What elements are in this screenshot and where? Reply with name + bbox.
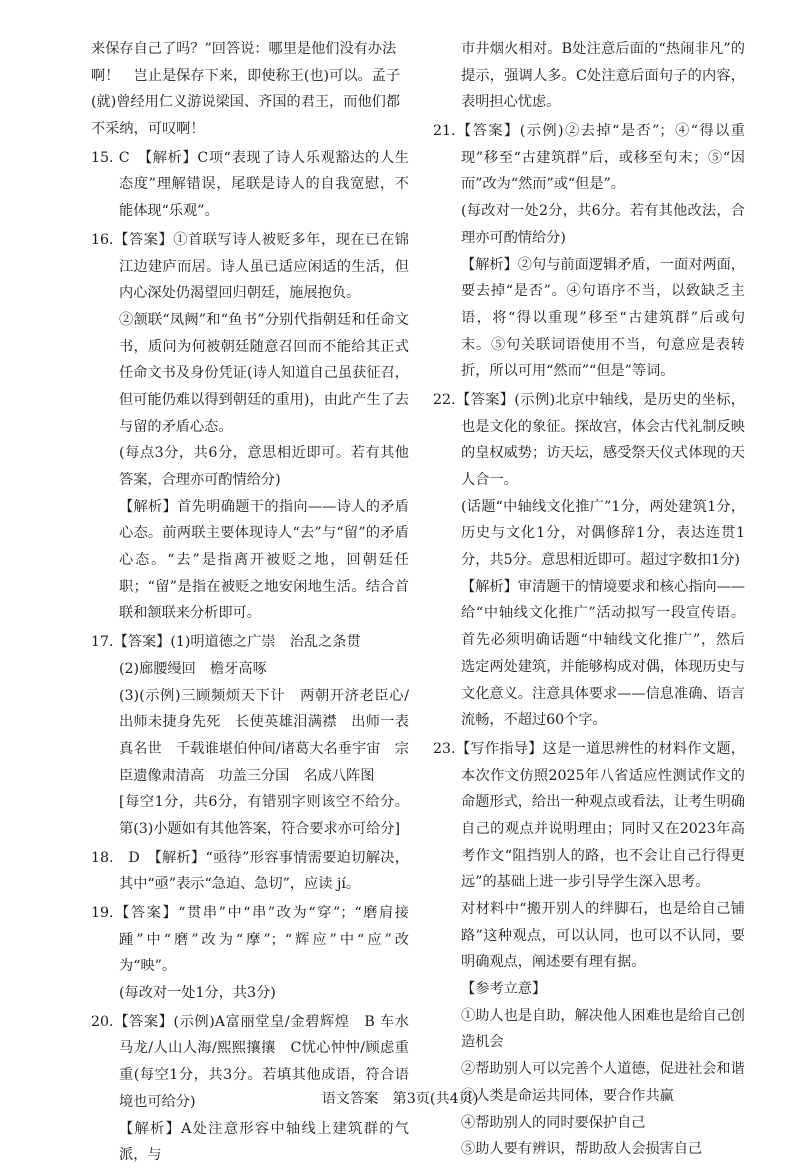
answer-17: 17.【答案】(1)明道德之广崇 治乱之条贯 <box>91 634 361 651</box>
reference-idea-5: ⑤助人要有辨识，帮助敌人会损害自己 <box>461 1141 703 1158</box>
answer-17-part-2: (2)廊腰缦回 檐牙高啄 <box>119 660 267 677</box>
reference-idea-2: ②帮助别人可以完善个人道德，促进社会和谐 <box>461 1061 745 1078</box>
answer-18: 18. D 【解析】“亟待”形容事情需要迫切解决，其中“亟”表示“急迫、急切”，应读 jí。 <box>91 849 409 893</box>
answer-22-scoring: (话题“中轴线文化推广”1分，两处建筑1分，历史与文化1分，对偶修辞1分，表达连贯1分，共5分。意思相近即可。超过字数扣1分) <box>461 498 745 569</box>
answer-20: 20.【答案】(示例)A富丽堂皇/金碧辉煌 B 车水马龙/人山人海/熙熙攘攘 C忧心忡忡/顾虑重重(每空1分，共3分。若填其他成语，符合语境也可给分) <box>91 1013 409 1110</box>
answer-23-guidance: 对材料中“搬开别人的绊脚石，也是给自己铺路”这种观点，可以认同，也可以不认同，要明确观点，阐述要有理有据。 <box>461 901 745 971</box>
answer-16-analysis: 【解析】首先明确题干的指向——诗人的矛盾心态。前两联主要体现诗人“去”与“留”的矛盾心态。“去”是指离开被贬之地，回朝廷任职；“留”是指在被贬之地安闲地生活。结合首联和颔联来分析即可。 <box>119 498 409 622</box>
answer-22: 22.【答案】(示例)北京中轴线，是历史的坐标，也是文化的象征。探故宫，体会古代礼制反映的皇权威势；访天坛，感受祭天仪式体现的天人合一。 <box>433 391 745 488</box>
answer-17-scoring: [每空1分，共6分，有错别字则该空不给分。第(3)小题如有其他答案，符合要求亦可给分] <box>119 794 409 837</box>
answer-19-scoring: (每改对一处1分，共3分) <box>119 985 276 1002</box>
answer-21-analysis: 【解析】②句与前面逻辑矛盾，一面对两面，要去掉“是否”。④句语序不当，以致缺乏主语，将“得以重现”移至“古建筑群”后或句末。⑤句关联词语使用不当，句意应是表转折，所以可用“然而”“但是”等词。 <box>461 256 745 380</box>
left-line-3: (就)曾经用仁义游说梁国、齐国的君王，而他们都 <box>91 94 401 111</box>
answer-21-scoring: (每改对一处2分，共6分。若有其他改法，合理亦可酌情给分) <box>461 203 745 246</box>
left-line-2: 啊！ 岂止是保存下来，即使称王(也)可以。孟子 <box>91 67 401 84</box>
reference-idea-1: ①助人也是自助，解决他人困难也是给自己创造机会 <box>461 1007 745 1051</box>
answer-23: 23.【写作指导】这是一道思辨性的材料作文题，本次作文仿照2025年八省适应性测试作文的命题形式，给出一种观点或看法，让考生明确自己的观点并说明理由；同时又在2023年高考作文“阻挡别人的路，也不会让自己行得更远”的基础上进一步引导学生深入思考。 <box>433 740 745 891</box>
reference-idea-3: ③人类是命运共同体，要合作共赢 <box>461 1087 674 1104</box>
answer-22-analysis: 【解析】审清题干的情境要求和核心指向——给“中轴线文化推广”活动拟写一段宣传语。首先必须明确话题“中轴线文化推广”，然后选定两处建筑，并能够构成对偶，体现历史与文化意义。注意具体要求——信息准确、语言流畅，不超过60个字。 <box>461 578 745 729</box>
reference-ideas-title: 【参考立意】 <box>461 981 547 998</box>
answer-21: 21.【答案】(示例)②去掉“是否”；④“得以重现”移至“古建筑群”后，或移至句末；⑤“因而”改为“然而”或“但是”。 <box>433 123 745 193</box>
reference-idea-4: ④帮助别人的同时要保护自己 <box>461 1114 646 1131</box>
answer-15: 15. C 【解析】C项“表现了诗人乐观豁达的人生态度”理解错误，尾联是诗人的自我宽慰，不能体现“乐观”。 <box>91 149 409 220</box>
answer-16-point-2: ②颔联“凤阙”和“鱼书”分别代指朝廷和任命文书，质问为何被朝廷随意召回而不能给其正式任命文书及身份凭证(诗人知道自己虽获征召，但可能仍难以得到朝廷的重用)，由此产生了去与留的矛盾心态。 <box>119 311 409 435</box>
answer-19: 19.【答案】“贯串”中“串”改为“穿”；“磨肩接踵”中“磨”改为“摩”；“辉应”中“应”改为“映”。 <box>91 905 409 975</box>
answer-20-analysis: 【解析】A处注意形容中轴线上建筑群的气派，与 <box>119 1120 409 1164</box>
left-column <box>91 36 409 1169</box>
answer-16-scoring: (每点3分，共6分，意思相近即可。若有其他答案，合理亦可酌情给分) <box>119 445 409 488</box>
page-footer: 语文答案 第3页(共4页) <box>321 1091 479 1107</box>
answer-20-analysis-cont: 市井烟火相对。B处注意后面的“热闹非凡”的提示，强调人多。C处注意后面句子的内容，表明担心忧虑。 <box>461 41 745 111</box>
right-column <box>433 36 745 1163</box>
answer-17-part-3: (3)(示例)三顾频烦天下计 两朝开济老臣心/出师未捷身先死 长使英雄泪满襟 出师一表真名世 千载谁堪伯仲间/诸葛大名垂宇宙 宗臣遗像肃清高 功盖三分国 名成八阵图 <box>119 687 409 784</box>
answer-16: 16.【答案】①首联写诗人被贬多年，现在已在锦江边建庐而居。诗人虽已适应闲适的生活，但内心深处仍渴望回归朝廷，施展抱负。 <box>91 231 409 302</box>
left-line-1: 来保存自己了吗？”回答说：哪里是他们没有办法 <box>91 41 397 57</box>
left-line-4: 不采纳，可叹啊！ <box>91 121 205 138</box>
